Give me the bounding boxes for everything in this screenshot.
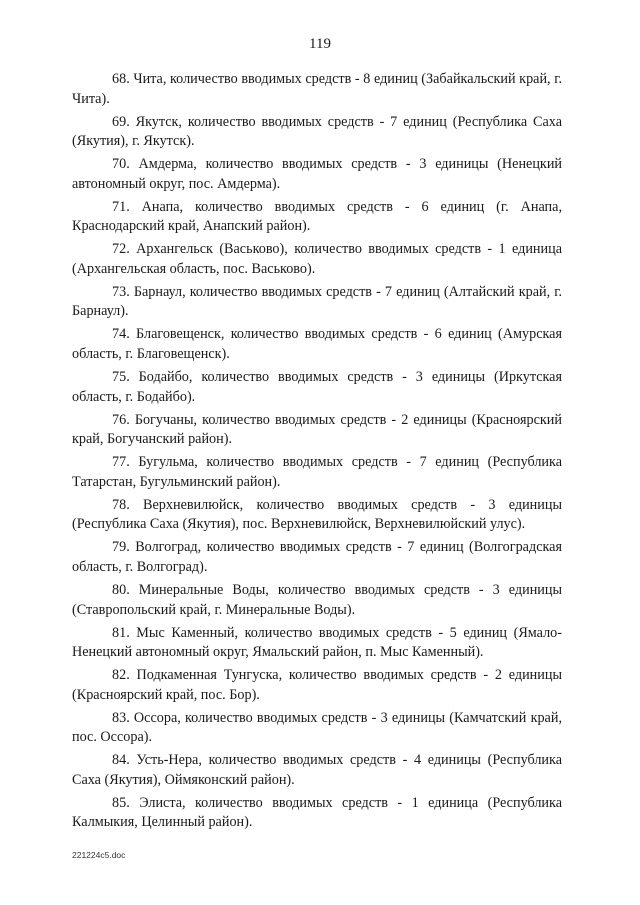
list-item: 73. Барнаул, количество вводимых средств - 7 единиц (Алтайский край, г. Барнаул). [72,283,562,320]
list-item: 70. Амдерма, количество вводимых средств - 3 единицы (Ненецкий автономный округ, пос. Амдерма). [72,156,562,192]
numbered-list [72,70,562,836]
list-item: 71. Анапа, количество вводимых средств - 6 единиц (г. Анапа, Краснодарский край, Анапский район). [72,198,562,235]
list-item: 78. Верхневилюйск, количество вводимых средств - 3 единицы (Республика Саха (Якутия), пос. Верхневилюйск, Верхневилюйский улус). [72,496,562,533]
list-item: 77. Бугульма, количество вводимых средств - 7 единиц (Республика Татарстан, Бугульминский район). [72,454,562,490]
list-item: 84. Усть-Нера, количество вводимых средств - 4 единицы (Республика Саха (Якутия), Оймяконский район). [72,752,562,788]
list-item: 79. Волгоград, количество вводимых средств - 7 единиц (Волгоградская область, г. Волгоград). [72,539,562,575]
list-item: 82. Подкаменная Тунгуска, количество вводимых средств - 2 единицы (Красноярский край, пос. Бор). [72,667,562,703]
list-item: 69. Якутск, количество вводимых средств - 7 единиц (Республика Саха (Якутия), г. Якутск). [72,113,562,150]
list-item: 83. Оссора, количество вводимых средств - 3 единицы (Камчатский край, пос. Оссора). [72,709,562,746]
list-item: 85. Элиста, количество вводимых средств - 1 единица (Республика Калмыкия, Целинный район). [72,794,562,831]
list-item: 80. Минеральные Воды, количество вводимых средств - 3 единицы (Ставропольский край, г. Минеральные Воды). [72,581,562,618]
page-number: 119 [309,36,331,52]
document-filename: 221224c5.doc [72,850,126,860]
list-item: 68. Чита, количество вводимых средств - 8 единиц (Забайкальский край, г. Чита). [72,71,562,107]
list-item: 72. Архангельск (Васьково), количество вводимых средств - 1 единица (Архангельская область, пос. Васьково). [72,241,562,277]
list-item: 75. Бодайбо, количество вводимых средств - 3 единицы (Иркутская область, г. Бодайбо). [72,369,562,405]
list-item: 76. Богучаны, количество вводимых средств - 2 единицы (Красноярский край, Богучанский район). [72,411,562,448]
list-item: 74. Благовещенск, количество вводимых средств - 6 единиц (Амурская область, г. Благовещенск). [72,326,562,363]
list-item: 81. Мыс Каменный, количество вводимых средств - 5 единиц (Ямало-Ненецкий автономный округ, Ямальский район, п. Мыс Каменный). [72,624,562,661]
